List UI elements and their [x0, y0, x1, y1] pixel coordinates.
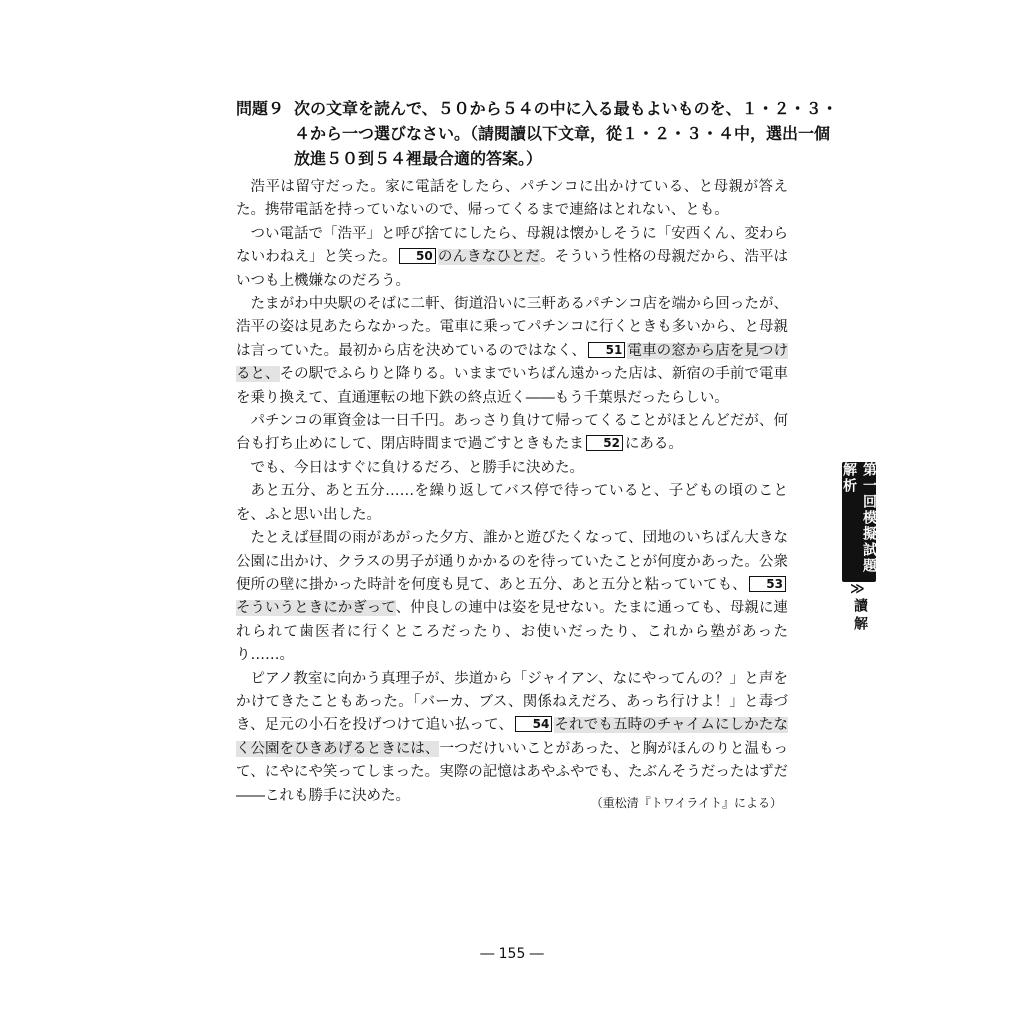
underlined-phrase-53: そういうときにかぎって: [236, 600, 396, 617]
paragraph-8-text-a: ピアノ教室に向かう真理子が、歩道から「ジャイアン、なにやってんの？」と声をかけてきたこともあった。「バーカ、ブス、関係ねえだろ、あっち行けよ！」と毒づき、足元の小石を投げつけて追い払って、: [236, 670, 788, 734]
question-line-2: ４から一つ選びなさい。（請閱讀以下文章，從１・２・３・４中，選出一個: [294, 124, 831, 143]
blank-52: 52: [586, 435, 623, 451]
paragraph-8-text-c: 一つだけいいことがあった、と胸がほんのりと温もって、にやにや笑ってしまった。実際の記憶はあやふやでも、たぶんそうだったはずだ――これも勝手に決めた。: [236, 740, 788, 804]
paragraph-7-text-a: たとえば昼間の雨があがった夕方、誰かと遊びたくなって、団地のいちばん大きな公園に出かけ、クラスの男子が通りかかるのを待っていたことが何度かあった。公衆便所の壁に掛かった時計を何度も見て、あと五分、あと五分と粘っていても、: [236, 530, 788, 593]
paragraph-4-text-b: にある。: [624, 436, 683, 453]
question-instructions: [236, 96, 838, 171]
paragraph-2-text-a: つい電話で「浩平」と呼び捨てにしたら、母親は懐かしそうに「安西くん、変わらないわねえ」と笑った。: [236, 225, 788, 266]
source-citation: （重松清『トワイライト』による）: [590, 796, 782, 810]
paragraph-7-text-c: 、仲良しの連中は姿を見せない。たまに通っても、母親に連れられて歯医者に行くところだったり、お使いだったり、これから塾があったり……。: [236, 600, 788, 664]
paragraph-2-text-c: 。そういう性格の母親だから、浩平はいつも上機嫌なのだろう。: [236, 249, 789, 289]
chevron-right-icon: ≫: [850, 581, 865, 597]
underlined-phrase-50: のんきなひとだ: [437, 249, 541, 266]
section-label: 讀解: [852, 598, 868, 634]
paragraph-6: あと五分、あと五分……を繰り返してバス停で待っていると、子どもの頃のことを、ふと思い出した。: [236, 483, 788, 523]
blank-53: 53: [749, 576, 786, 592]
question-line-1: 次の文章を読んで、５０から５４の中に入る最もよいものを、１・２・３・: [294, 99, 838, 118]
chapter-tab: [842, 462, 876, 582]
underlined-phrase-51: 電車の窓から店を見つけると、: [236, 342, 788, 383]
blank-54: 54: [515, 716, 552, 732]
question-label: 問題９: [236, 99, 285, 118]
paragraph-7: [236, 527, 788, 667]
chapter-tab-label: 第一回模擬試題解析: [841, 462, 877, 574]
paragraph-3-text-a: たまがわ中央駅のそばに二軒、街道沿いに三軒あるパチンコ店を端から回ったが、浩平の姿は見あたらなかった。電車に乗ってパチンコに行くときも多いから、と母親は言っていた。最初から店を決めているのではなく、: [236, 296, 788, 359]
page-number: ― 155 ―: [480, 946, 544, 962]
paragraph-8: [236, 668, 788, 808]
paragraph-3: [236, 293, 788, 410]
paragraph-4: [236, 410, 788, 457]
reading-passage: [236, 176, 788, 808]
paragraph-5: でも、今日はすぐに負けるだろ、と勝手に決めた。: [250, 459, 584, 476]
paragraph-4-text-a: パチンコの軍資金は一日千円。あっさり負けて帰ってくることがほとんどだが、何台も打ち止めにして、閉店時間まで過ごすときもたま: [236, 413, 788, 453]
paragraph-3-text-c: その駅でふらりと降りる。いままでいちばん遠かった店は、新宿の手前で電車を乗り換えて、直通運転の地下鉄の終点近く――もう千葉県だったらしい。: [236, 366, 789, 406]
paragraph-2: [236, 223, 788, 293]
blank-51: 51: [588, 342, 625, 358]
paragraph-1: 浩平は留守だった。家に電話をしたら、パチンコに出かけている、と母親が答えた。携帯電話を持っていないので、帰ってくるまで連絡はとれない、とも。: [236, 179, 788, 219]
underlined-phrase-54: それでも五時のチャイムにしかたなく公園をひきあげるときには、: [236, 717, 788, 757]
question-line-3: 放進５０到５４裡最合適的答案。）: [294, 149, 543, 168]
blank-50: 50: [399, 248, 436, 264]
